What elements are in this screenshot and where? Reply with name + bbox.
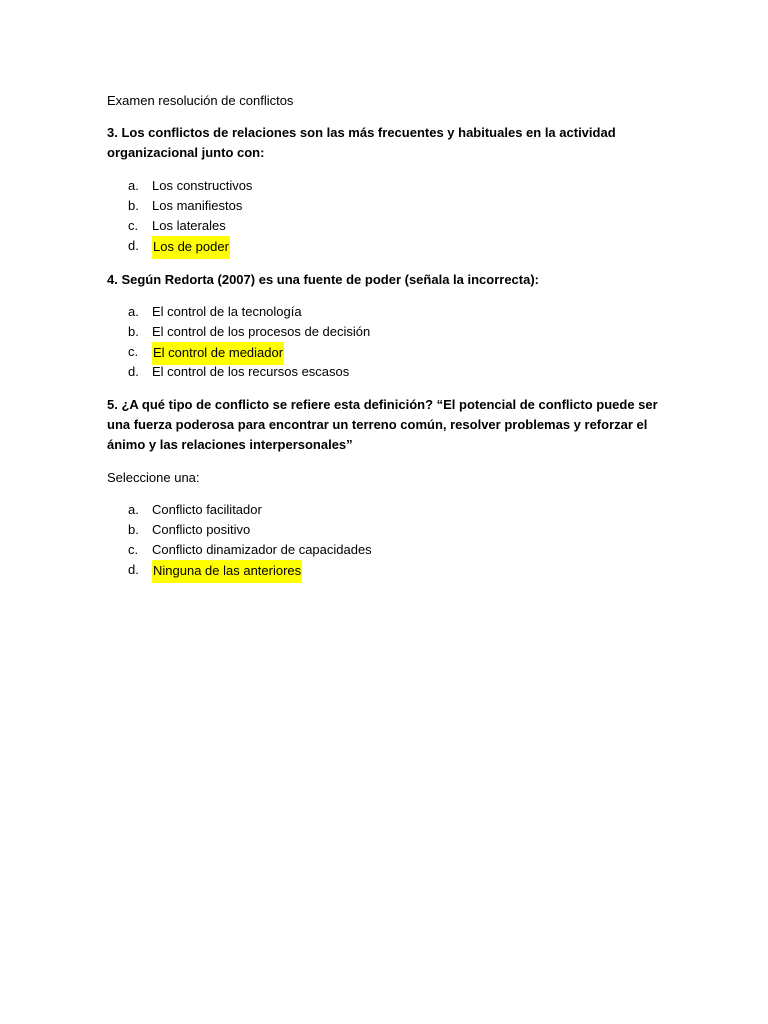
question-3-prompt: 3. Los conflictos de relaciones son las más frecuentes y habituales en la actividad organizacional junto con: xyxy=(107,125,616,160)
option-letter: d. xyxy=(128,562,139,577)
option-letter: b. xyxy=(128,324,139,339)
document-title: Examen resolución de conflictos xyxy=(107,93,294,108)
question-5-instruction: Seleccione una: xyxy=(107,470,200,485)
option-text: Conflicto dinamizador de capacidades xyxy=(152,542,372,557)
option-text: Los manifiestos xyxy=(152,198,243,213)
option-letter: a. xyxy=(128,178,139,193)
option-letter: d. xyxy=(128,238,139,253)
option-letter: c. xyxy=(128,344,139,359)
highlighted-answer: El control de mediador xyxy=(152,342,284,365)
option-text: Conflicto facilitador xyxy=(152,502,262,517)
option-text: Conflicto positivo xyxy=(152,522,251,537)
highlighted-answer: Los de poder xyxy=(152,236,230,259)
option-letter: b. xyxy=(128,522,139,537)
option-letter: b. xyxy=(128,198,139,213)
option-text: El control de la tecnología xyxy=(152,304,302,319)
option-text: Los laterales xyxy=(152,218,226,233)
option-text: El control de los procesos de decisión xyxy=(152,324,371,339)
question-5-prompt: 5. ¿A qué tipo de conflicto se refiere esta definición? “El potencial de conflicto puede ser una fuerza poderosa para encontrar un terreno común, resolver problemas y reforzar el ánimo y las relaciones interpersonales” xyxy=(107,397,658,452)
highlighted-answer: Ninguna de las anteriores xyxy=(152,560,302,583)
option-text: El control de los recursos escasos xyxy=(152,364,350,379)
option-letter: a. xyxy=(128,304,139,319)
option-letter: c. xyxy=(128,218,139,233)
question-4-prompt: 4. Según Redorta (2007) es una fuente de poder (señala la incorrecta): xyxy=(107,272,540,287)
option-letter: d. xyxy=(128,364,139,379)
option-text: Los constructivos xyxy=(152,178,253,193)
option-letter: a. xyxy=(128,502,139,517)
option-letter: c. xyxy=(128,542,139,557)
